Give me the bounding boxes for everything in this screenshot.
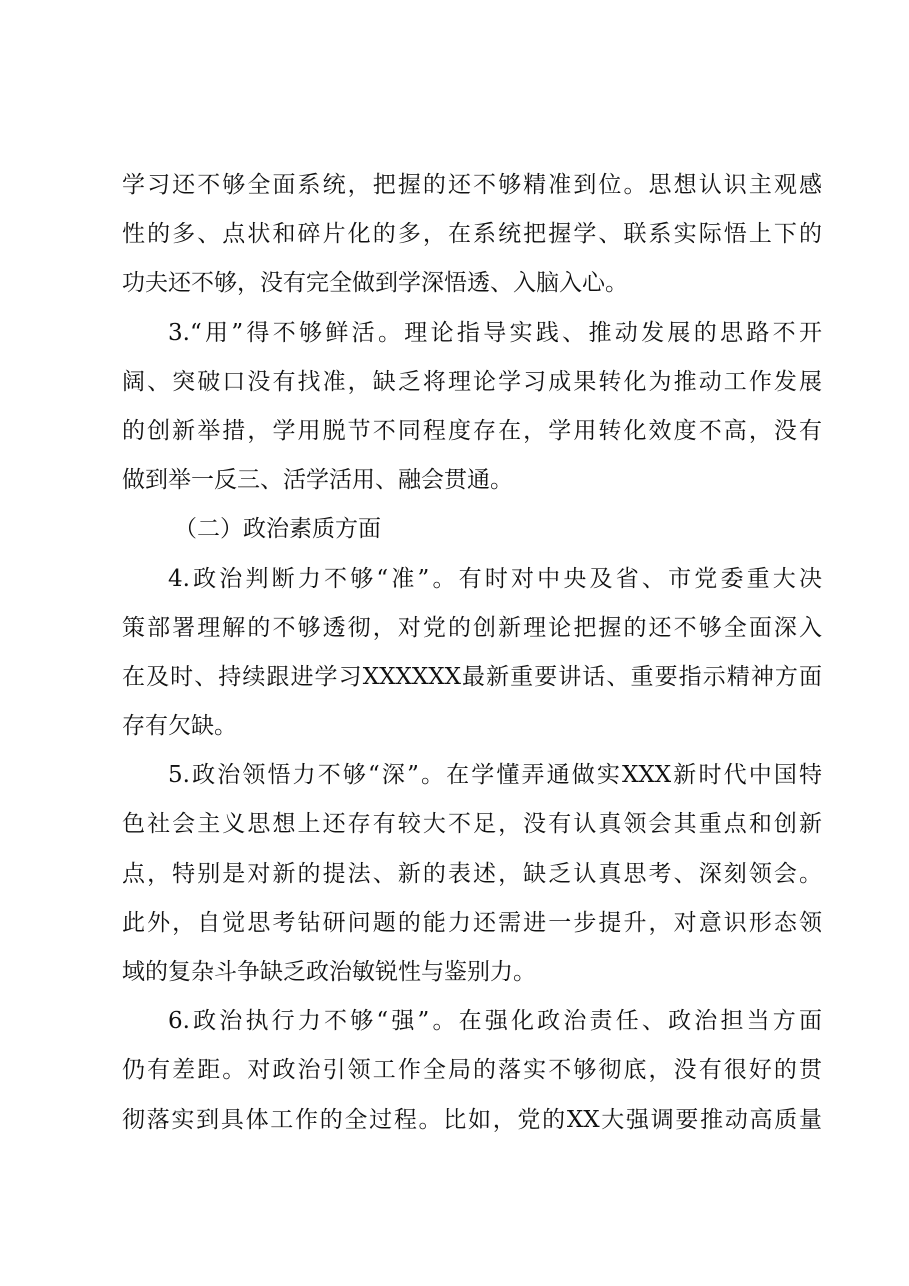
paragraph-first-line: 3.“用”得不够鲜活。理论指导实践、推动发展的思路不开 <box>168 319 822 346</box>
text-line: 性的多、点状和碎片化的多，在系统把握学、联系实际悟上下的 <box>122 221 822 248</box>
paragraph-first-line: 4.政治判断力不够“准”。有时对中央及省、市党委重大决 <box>168 565 822 592</box>
text-line: 阔、突破口没有找准，缺乏将理论学习成果转化为推动工作发展 <box>122 368 822 395</box>
section-heading: （二）政治素质方面 <box>174 516 381 543</box>
document-body <box>122 161 822 1145</box>
paragraph-first-line: 5.政治领悟力不够“深”。在学懂弄通做实XXX新时代中国特 <box>168 762 822 789</box>
text-line: 在及时、持续跟进学习XXXXXX最新重要讲话、重要指示精神方面 <box>122 663 822 690</box>
text-line: 策部署理解的不够透彻，对党的创新理论把握的还不够全面深入 <box>122 614 822 641</box>
text-line: 仍有差距。对政治引领工作全局的落实不够彻底，没有很好的贯 <box>122 1057 822 1084</box>
text-line: 的创新举措，学用脱节不同程度存在，学用转化效度不高，没有 <box>122 417 822 444</box>
text-line: 此外，自觉思考钻研问题的能力还需进一步提升，对意识形态领 <box>122 909 822 936</box>
text-line: 色社会主义思想上还存有较大不足，没有认真领会其重点和创新 <box>122 811 822 838</box>
text-line: 做到举一反三、活学活用、融会贯通。 <box>122 467 513 494</box>
text-line: 功夫还不够，没有完全做到学深悟透、入脑入心。 <box>122 270 628 297</box>
text-line: 存有欠缺。 <box>122 713 237 740</box>
text-line: 彻落实到具体工作的全过程。比如，党的XX大强调要推动高质量 <box>122 1106 822 1133</box>
text-line: 点，特别是对新的提法、新的表述，缺乏认真思考、深刻领会。 <box>122 860 822 887</box>
paragraph-first-line: 6.政治执行力不够“强”。在强化政治责任、政治担当方面 <box>168 1008 822 1035</box>
text-line: 域的复杂斗争缺乏政治敏锐性与鉴别力。 <box>122 959 536 985</box>
text-line: 学习还不够全面系统，把握的还不够精准到位。思想认识主观感 <box>122 172 822 198</box>
